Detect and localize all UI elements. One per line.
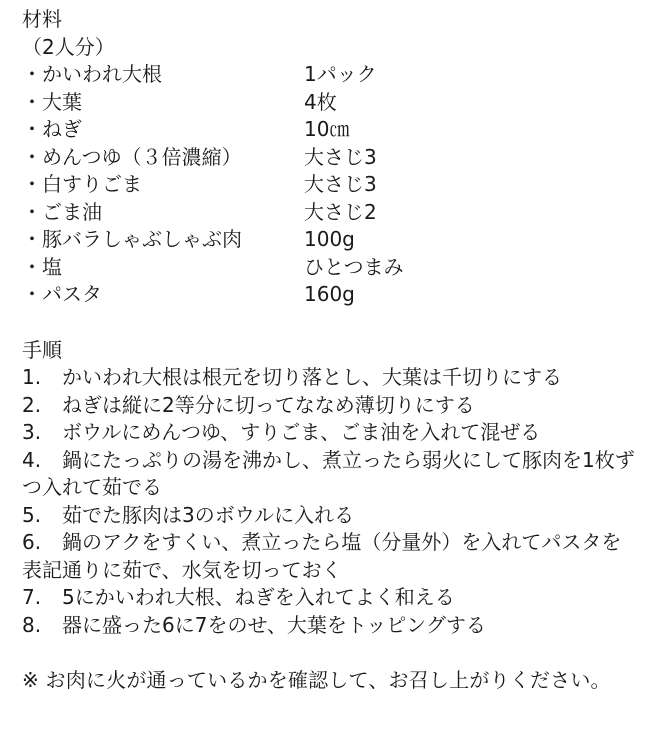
ingredient-quantity: 大さじ2 bbox=[304, 199, 377, 224]
step-item bbox=[22, 419, 637, 447]
ingredient-quantity: 大さじ3 bbox=[304, 144, 377, 169]
step-item bbox=[22, 529, 637, 584]
step-number: 8. bbox=[22, 612, 42, 637]
step-item bbox=[22, 364, 637, 392]
ingredient-row bbox=[22, 254, 637, 282]
ingredient-row bbox=[22, 144, 637, 172]
ingredient-name: ・大葉 bbox=[22, 89, 82, 114]
ingredient-quantity: 10㎝ bbox=[304, 117, 350, 141]
ingredients-heading: 材料 bbox=[22, 7, 62, 31]
servings-label: （2人分） bbox=[22, 34, 115, 59]
ingredient-row bbox=[22, 61, 637, 89]
ingredient-quantity: 4枚 bbox=[304, 89, 337, 114]
step-number: 7. bbox=[22, 585, 42, 609]
ingredient-name: ・めんつゆ（３倍濃縮） bbox=[22, 144, 242, 169]
section-spacer bbox=[22, 309, 637, 337]
step-text: ねぎは縦に2等分に切ってななめ薄切りにする bbox=[62, 392, 475, 417]
ingredient-row bbox=[22, 116, 637, 144]
ingredient-row bbox=[22, 226, 637, 254]
step-text: かいわれ大根は根元を切り落とし、大葉は千切りにする bbox=[62, 365, 562, 389]
caution-note: ※ お肉に火が通っているかを確認して、お召し上がりください。 bbox=[22, 668, 611, 692]
step-item bbox=[22, 502, 637, 530]
ingredient-name: ・ごま油 bbox=[22, 199, 102, 224]
ingredient-quantity: 大さじ3 bbox=[304, 172, 377, 196]
step-item bbox=[22, 612, 637, 640]
step-text: ボウルにめんつゆ、すりごま、ごま油を入れて混ぜる bbox=[62, 420, 541, 444]
ingredient-row bbox=[22, 199, 637, 227]
step-number: 5. bbox=[22, 502, 42, 527]
step-number: 1. bbox=[22, 365, 42, 389]
step-text: 器に盛った6に7をのせ、大葉をトッピングする bbox=[62, 612, 486, 637]
step-number: 3. bbox=[22, 420, 42, 444]
step-text: 鍋のアクをすくい、煮立ったら塩（分量外）を入れてパスタを表記通りに茹で、水気を切っておく bbox=[22, 530, 622, 582]
step-text: 茹でた豚肉は3のボウルに入れる bbox=[62, 502, 355, 527]
step-number: 4. bbox=[22, 447, 42, 472]
ingredient-quantity: 160g bbox=[304, 282, 355, 306]
ingredient-list bbox=[22, 61, 637, 309]
ingredient-name: ・塩 bbox=[22, 254, 62, 279]
ingredient-quantity: 1パック bbox=[304, 62, 377, 86]
section-spacer bbox=[22, 639, 637, 667]
ingredient-name: ・かいわれ大根 bbox=[22, 62, 162, 86]
step-item bbox=[22, 392, 637, 420]
step-text: 5にかいわれ大根、ねぎを入れてよく和える bbox=[62, 585, 455, 609]
ingredient-quantity: 100g bbox=[304, 227, 355, 251]
step-text: 鍋にたっぷりの湯を沸かし、煮立ったら弱火にして豚肉を1枚ずつ入れて茹でる bbox=[22, 447, 635, 499]
recipe-document bbox=[22, 6, 637, 695]
steps-heading: 手順 bbox=[22, 337, 62, 362]
ingredient-name: ・白すりごま bbox=[22, 172, 142, 196]
ingredient-row bbox=[22, 89, 637, 117]
ingredient-name: ・豚バラしゃぶしゃぶ肉 bbox=[22, 227, 242, 251]
step-list bbox=[22, 364, 637, 639]
ingredient-row bbox=[22, 171, 637, 199]
ingredient-row bbox=[22, 281, 637, 309]
step-number: 6. bbox=[22, 530, 42, 554]
step-item bbox=[22, 447, 637, 502]
step-item bbox=[22, 584, 637, 612]
ingredient-name: ・パスタ bbox=[22, 282, 102, 306]
ingredient-quantity: ひとつまみ bbox=[304, 254, 404, 279]
ingredient-name: ・ねぎ bbox=[22, 117, 82, 141]
step-number: 2. bbox=[22, 392, 42, 417]
